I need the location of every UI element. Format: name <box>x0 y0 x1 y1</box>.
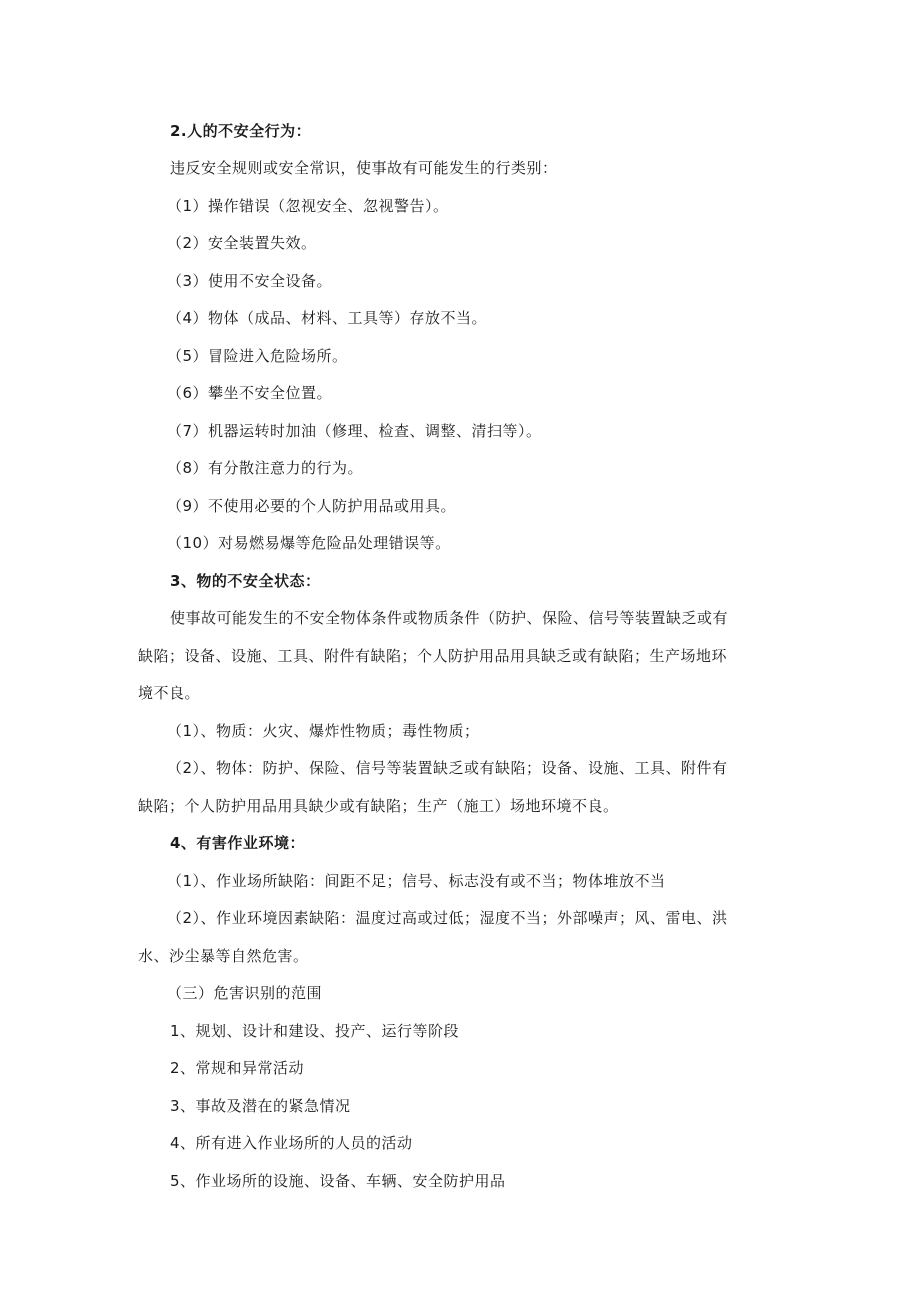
list-item: （4）物体（成品、材料、工具等）存放不当。 <box>167 309 488 327</box>
list-item: 5、作业场所的设施、设备、车辆、安全防护用品 <box>170 1172 506 1190</box>
paragraph-line: 水、沙尘暴等自然危害。 <box>138 947 309 965</box>
list-item: （6）攀坐不安全位置。 <box>167 384 333 402</box>
list-item: 4、所有进入作业场所的人员的活动 <box>170 1134 413 1152</box>
list-item: （1）、物质：火灾、爆炸性物质；毒性物质； <box>167 722 480 740</box>
heading-unsafe-state: 3、物的不安全状态： <box>170 572 321 590</box>
paragraph-line: 违反安全规则或安全常识，使事故有可能发生的行类别： <box>170 159 558 177</box>
heading-harmful-environment: 4、有害作业环境： <box>170 834 305 852</box>
list-item: （7）机器运转时加油（修理、检查、调整、清扫等）。 <box>167 422 542 440</box>
list-item: （1）操作错误（忽视安全、忽视警告）。 <box>167 197 449 215</box>
list-item: （2）、作业环境因素缺陷：温度过高或过低；湿度不当；外部噪声；风、雷电、洪 <box>167 909 728 927</box>
list-item: 2、常规和异常活动 <box>170 1059 305 1077</box>
paragraph-line: 使事故可能发生的不安全物体条件或物质条件（防护、保险、信号等装置缺乏或有 <box>170 609 729 627</box>
heading-unsafe-behavior: 2.人的不安全行为： <box>170 122 312 140</box>
list-item: （2）安全装置失效。 <box>167 234 317 252</box>
list-item: （9）不使用必要的个人防护用品或用具。 <box>167 497 457 515</box>
list-item: （1）、作业场所缺陷：间距不足；信号、标志没有或不当；物体堆放不当 <box>167 872 666 890</box>
paragraph-line: 缺陷；个人防护用品用具缺少或有缺陷；生产（施工）场地环境不良。 <box>138 797 619 815</box>
list-item: （2）、物体：防护、保险、信号等装置缺乏或有缺陷；设备、设施、工具、附件有 <box>167 759 728 777</box>
list-item: 1、规划、设计和建设、投产、运行等阶段 <box>170 1022 460 1040</box>
list-item: （3）使用不安全设备。 <box>167 272 333 290</box>
list-item: （8）有分散注意力的行为。 <box>167 459 364 477</box>
list-item: 3、事故及潜在的紧急情况 <box>170 1097 351 1115</box>
list-item: （5）冒险进入危险场所。 <box>167 347 348 365</box>
paragraph-line: 境不良。 <box>138 684 201 702</box>
paragraph-line: 缺陷；设备、设施、工具、附件有缺陷；个人防护用品用具缺乏或有缺陷；生产场地环 <box>138 647 728 665</box>
section-heading: （三）危害识别的范围 <box>167 984 323 1002</box>
list-item: （10）对易燃易爆等危险品处理错误等。 <box>167 534 451 552</box>
